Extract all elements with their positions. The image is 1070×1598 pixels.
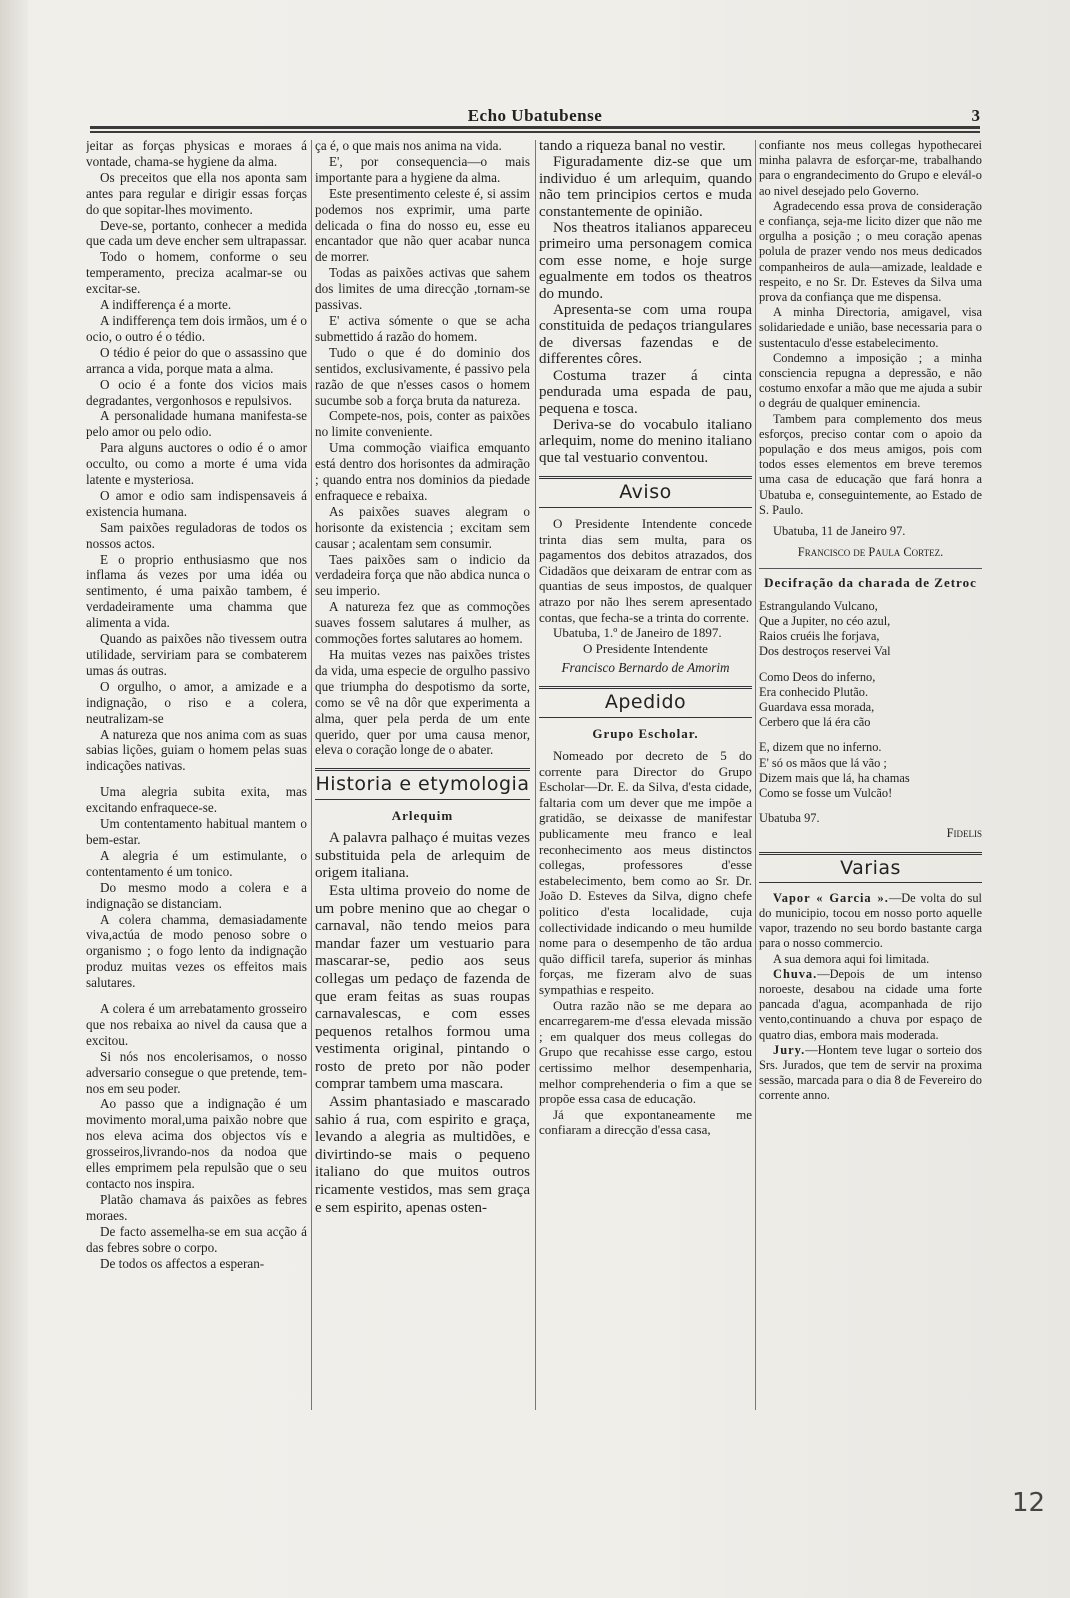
verse-line: E' só os mãos que lá vão ; [759, 755, 887, 770]
section-heading-apedido: Apedido [539, 686, 752, 718]
news-item [759, 1043, 982, 1104]
paragraph: Todas as paixões activas que sahem dos limites de uma direcção ,tornam-se passivas. [315, 265, 530, 313]
page-fold-shadow [0, 0, 28, 1598]
paragraph: De todos os affectos a esperan- [100, 1255, 265, 1271]
paragraph: A indifferença é a morte. [100, 297, 232, 313]
column-1 [86, 138, 307, 1413]
paragraph: Nomeado por decreto de 5 do corrente para Director do Grupo Escholar—Dr. E. da Silva, d'esta cidade, faltaria com um dever que me impõe a gratidão, se deixasse de manifestar publicamente meu franco e leal reconhecimento aos meus distinctos collegas, professores d'esse estabelecimento, bem como ao Sr. Dr. João D. Esteves da Silva, digno chefe politico d'esta localidade, cuja collectividade indicando o meu humilde nome para o desempenho de tão ardua quão difficil tarefa, superior ás minhas forças, me fizeram alvo de suas sympathias e respeito. [539, 748, 752, 997]
section-heading-aviso: Aviso [539, 476, 752, 508]
paragraph: Tambem para complemento dos meus esforços, preciso contar com o apoio da população e dos meus amigos, pois com todos esses elementos em breve teremos uma casa de educação que fará honra a Ubatuba e, conseguintemente, ao Estado de S. Paulo. [759, 411, 982, 517]
paragraph: tando a riqueza banal no vestir. [539, 138, 726, 154]
section-heading-historia: Historia e etymologia [315, 768, 530, 800]
paragraph: Uma alegria subita exita, mas excitando enfraquece-se. [86, 784, 307, 816]
paragraph: O amor e odio sam indispensaveis á existencia humana. [86, 487, 307, 519]
paragraph: E' activa sómente o que se acha submettido á razão do homem. [315, 312, 530, 344]
article-subheading: Arlequim [391, 808, 454, 824]
paragraph: Condemno a imposição ; a minha consciencia repugna a depressão, e não costumo enxofar a mão que me ajuda a subir o degráu de qualquer eminencia. [759, 350, 982, 411]
paragraph: confiante nos meus collegas hypothecarei minha palavra de esforçar-me, trabalhando para o engrandecimento do Grupo e elevál-o ao nivel desejado pelo Governo. [759, 138, 982, 198]
letter-signature: Francisco de Paula Cortez. [797, 545, 944, 560]
paragraph: E', por consequencia—o mais importante para a hygiene da alma. [315, 153, 530, 185]
page-number: 3 [971, 106, 980, 125]
paragraph: Já que expontaneamente me confiaram a direcção d'essa casa, [539, 1106, 752, 1138]
paragraph: Platão chamava ás paixões as febres moraes. [86, 1191, 307, 1223]
charada-signature: Fidelis [946, 826, 982, 841]
paragraph: Quando as paixões não tivessem outra utilidade, serviriam para se combaterem umas ás outras. [86, 631, 307, 678]
column-divider [535, 140, 536, 1410]
column-divider [311, 140, 312, 1410]
paragraph: A alegria é um estimulante, o contentamento é um tonico. [86, 847, 307, 879]
paragraph: Para alguns auctores o odio é o amor occulto, ou como a morte é uma vida latente e mysteriosa. [86, 440, 307, 488]
verse-line: Raios cruéis lhe forjava, [759, 629, 880, 644]
news-item [759, 952, 982, 967]
column-4 [759, 138, 982, 1413]
news-item-text: A sua demora aqui foi limitada. [773, 951, 930, 966]
paragraph: Taes paixões sam o indicio da verdadeira força que não abdica nunca o seu imperio. [315, 551, 530, 599]
paragraph: E o proprio enthusiasmo que nos inflama ás vezes por uma idéa ou sentimento, é uma paixão tambem, é verdadeiramente uma chamma que alimenta a vida. [86, 551, 307, 631]
notice-signature: Francisco Bernardo de Amorim [561, 660, 730, 676]
paragraph: Assim phantasiado e mascarado sahio á rua, com espirito e graça, levando a alegria as multidões, e divirtindo-se mais o pequeno italiano do que muitos outros ricamente vestidos, mas sem graça e sem espirito, apenas osten- [315, 1094, 530, 1216]
paragraph: Este presentimento celeste é, si assim podemos nos exprimir, uma parte delicada o fina do nosso eu, esse eu encantador que não quer acabar nunca de morrer. [315, 185, 530, 265]
paragraph: A colera é um arrebatamento grosseiro que nos rebaixa ao nivel da causa que a excitou. [86, 1001, 307, 1048]
news-item-label: Vapor « Garcia ». [773, 890, 889, 905]
news-item [759, 891, 982, 952]
paragraph: A indifferença tem dois irmãos, um é o ocio, o outro é o tédio. [86, 312, 307, 344]
column-2 [315, 138, 530, 1413]
handwritten-page-note: 12 [1012, 1488, 1046, 1518]
charada-date: Ubatuba 97. [759, 811, 820, 826]
paragraph: Apresenta-se com uma roupa constituida de pedaços triangulares de diversas fazendas e de differentes côres. [539, 302, 752, 368]
charada-poem [759, 599, 982, 842]
paragraph: Costuma trazer á cinta pendurada uma espada de pau, pequena e tosca. [539, 367, 752, 417]
verse-line: E, dizem que no inferno. [759, 740, 882, 755]
paragraph: O tédio é peior do que o assassino que arranca a vida, porque mata a alma. [86, 344, 307, 376]
column-divider [755, 140, 756, 1410]
paragraph: As paixões suaves alegram o horisonte da existencia ; excitam sem causar ; acalentam sem consumir. [315, 503, 530, 551]
paragraph: A personalidade humana manifesta-se pelo amor ou pelo odio. [86, 408, 307, 440]
paragraph: Do mesmo modo a colera e a indignação se distanciam. [86, 879, 307, 911]
paragraph: Sam paixões reguladoras de todos os nossos actos. [86, 519, 307, 551]
paragraph: Um contentamento habitual mantem o bem-estar. [86, 816, 307, 847]
verse-line: Guardava essa morada, [759, 699, 875, 714]
apedido-article [539, 726, 752, 1138]
notice-title: O Presidente Intendente [583, 640, 708, 656]
paragraph: Deve-se, portanto, conhecer a medida que cada um deve encher sem ultrapassar. [86, 217, 307, 249]
letter-date: Ubatuba, 11 de Janeiro 97. [773, 524, 906, 539]
paragraph: Si nós nos encolerisamos, o nosso adversario consegue o que pretende, tem-nos em seu poder. [86, 1048, 307, 1096]
paragraph: Figuradamente diz-se que um individuo é um arlequim, quando não tem principios certos e muda constantemente de opinião. [539, 154, 752, 220]
paragraph: A palavra palhaço é muitas vezes substituida pela de arlequim de origem italiana. [315, 830, 530, 882]
section-heading-varias: Varias [759, 852, 982, 883]
charada-heading: Decifração da charada de Zetroc [764, 575, 977, 591]
news-item-label: Chuva. [773, 966, 818, 981]
news-item [759, 967, 982, 1043]
paragraph: Compete-nos, pois, conter as paixões no limite conveniente. [315, 408, 530, 440]
paragraph: Agradecendo essa prova de consideração e confiança, seja-me licito dizer que não me orgulha a posição ; o meu coração apenas polula de prazer vendo nos meus dedicados companheiros de aula—amizade, lealdade e respeito, e no Sr. Dr. Esteves da Silva uma prova da confiança que me dispensa. [759, 198, 982, 305]
paragraph: Tudo o que é do dominio dos sentidos, exclusivamente, é passivo pela razão de que n'esses casos o homem sucumbe sob a força bruta da natureza. [315, 344, 530, 408]
paragraph: Deriva-se do vocabulo italiano arlequim, nome do menino italiano que tal vestuario conventou. [539, 416, 752, 466]
paragraph: O orgulho, o amor, a amizade e a indignação, o riso e a colera, neutralizam-se [86, 678, 307, 726]
paragraph: Os preceitos que ella nos aponta sam antes para regular e dirigir essas forças do que sopitar-lhes movimento. [86, 169, 307, 217]
verse-line: Como se fosse um Vulcão! [759, 785, 893, 800]
paragraph: O Presidente Intendente concede trinta dias sem multa, para os pagamentos dos debitos atrazados, dos Cidadãos que deixaram de entrar com as quantias de seus impostos, de qualquer atrazo por não lhes serem apresentado contas, que fecha-se a trinta do corrente. [539, 516, 752, 625]
paragraph: A natureza que nos anima com as suas sabias lições, guiam o homem pelas suas indicações nativas. [86, 726, 307, 774]
paragraph: jeitar as forças physicas e moraes á vontade, chama-se hygiene da alma. [86, 138, 307, 169]
verse-line: Era conhecido Plutão. [759, 684, 869, 699]
verse-line: Dos destroços reservei Val [759, 644, 891, 659]
paragraph: Esta ultima proveio do nome de um pobre menino que ao chegar o carnaval, não tendo meios para mandar fazer um vestuario para mascarar-se, pedio aos seus collegas um pedaço de fazenda de que eram feitas as suas roupas carnavalescas, e com esses pequenos retalhos formou uma vestimenta original, pintando o rosto de preto por não poder comprar tambem uma mascara. [315, 882, 530, 1093]
paragraph: Outra razão não se me depara ao encarregarem-me d'essa elevada missão ; em qualquer dos meus collegas do Grupo que recahisse esse cargo, estou certissimo melhor desempenharia, melhor comprehenderia o fim a que se propõe essa casa de educação. [539, 997, 752, 1107]
paragraph: Todo o homem, conforme o seu temperamento, preciza acalmar-se ou excitar-se. [86, 249, 307, 297]
verse-line: Cerbero que lá éra cão [759, 715, 871, 730]
notice-date: Ubatuba, 1.º de Janeiro de 1897. [553, 625, 722, 641]
verse-line: Que a Jupiter, no céo azul, [759, 613, 891, 628]
paragraph: A natureza fez que as commoções suaves fossem salutares á mulher, as commoções fortes salutares ao homem. [315, 599, 530, 647]
paragraph: O ocio é a fonte dos vicios mais degradantes, vergonhosos e repulsivos. [86, 376, 307, 408]
paragraph: A colera chamma, demasiadamente viva,actúa de modo penoso sobre o organismo ; o fogo lento da indignação produz muitas vezes os effeitos mais salutares. [86, 911, 307, 991]
verse-line: Estrangulando Vulcano, [759, 598, 878, 613]
column-3 [539, 138, 752, 1413]
paragraph: ça é, o que mais nos anima na vida. [315, 138, 502, 153]
header-rule-thin [90, 131, 980, 133]
paragraph: Uma commoção viaifica emquanto está dentro dos horisontes da admiração ; quando entra nos dominios da piedade enfraquece e rebaixa. [315, 440, 530, 503]
article-subheading: Grupo Escholar. [592, 726, 699, 742]
news-item-label: Jury. [773, 1042, 806, 1057]
paragraph: Nos theatros italianos appareceu primeiro uma personagem comica com esse nome, e hoje surge egualmente em todos os theatros do mundo. [539, 220, 752, 302]
paragraph: Ha muitas vezes nas paixões tristes da vida, uma especie de orgulho passivo que triumpha do despotismo da sorte, como se vê na dôr que experimenta a alma, quer pela perda de um ente querido, quer por uma causa menor, eleva o coração longe de o abater. [315, 647, 530, 758]
verse-line: Dizem mais que lá, ha chamas [759, 770, 910, 785]
newspaper-title: Echo Ubatubense [467, 106, 603, 125]
verse-line: Como Deos do inferno, [759, 669, 876, 684]
paragraph: Ao passo que a indignação é um movimento moral,uma paixão nobre que nos eleva acima dos objectos vís e grosseiros,livrando-nos da nodoa que elles emprimem pela repulsão que o seu contacto nos inspira. [86, 1096, 307, 1191]
paragraph: De facto assemelha-se em sua acção á das febres sobre o corpo. [86, 1223, 307, 1255]
news-item-text: —De volta do sul do municipio, tocou em nosso porto aquelle vapor, trazendo no seu bordo bastante carga para o nosso commercio. [759, 890, 982, 951]
news-item-text: —Hontem teve lugar o sorteio dos Srs. Jurados, que tem de servir na proxima sessão, marcada para o dia 8 de Fevereiro do corrente anno. [759, 1042, 982, 1103]
news-item-text: —Depois de um intenso noroeste, desabou na cidade uma forte pancada d'agua, acompanhada de rijo vento,continuando a chuva por espaço de quatro dias, embora mais moderada. [759, 966, 982, 1042]
aviso-notice [539, 516, 752, 676]
header-rule [90, 126, 980, 129]
paragraph: A minha Directoria, amigavel, visa solidariedade e união, base necessaria para o sustentaculo d'esse estabelecimento. [759, 305, 982, 350]
